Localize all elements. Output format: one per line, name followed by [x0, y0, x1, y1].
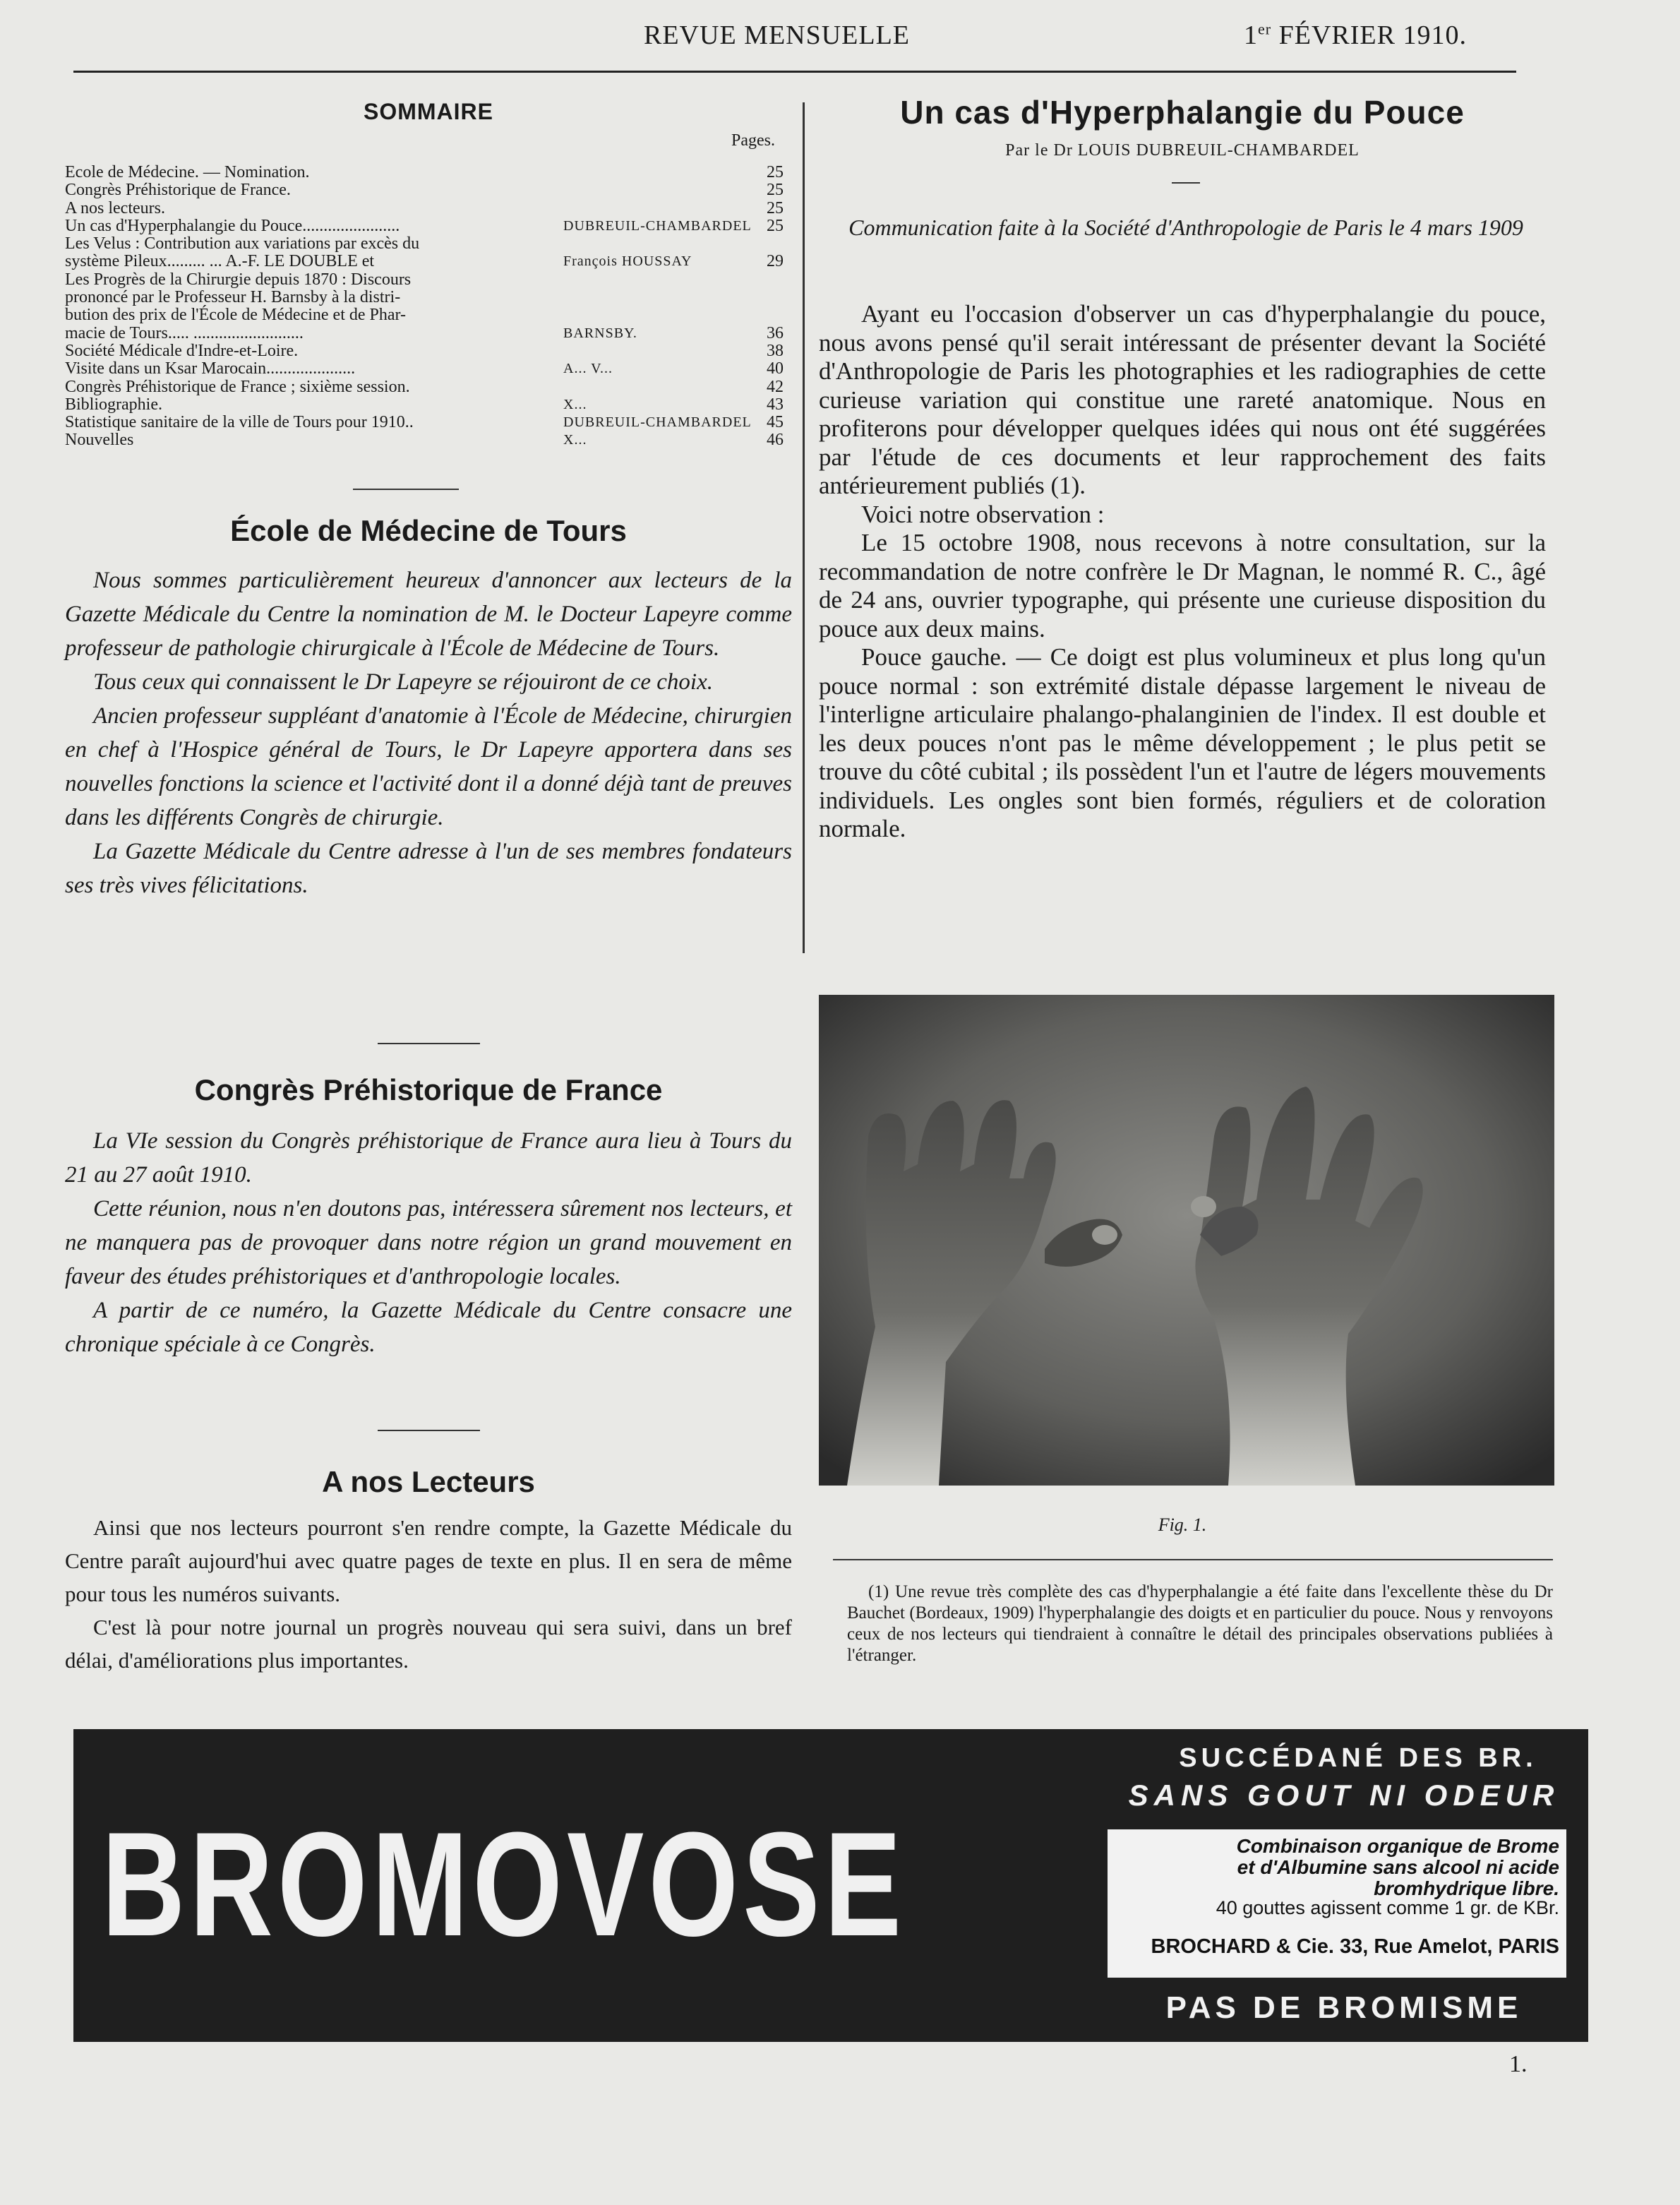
- advert-pas-de-bromisme: PAS DE BROMISME: [1165, 1990, 1523, 2025]
- advert-line-3: bromhydrique libre.: [1374, 1877, 1559, 1899]
- page-number: 1.: [1509, 2051, 1528, 2077]
- article-para-4: Pouce gauche. — Ce doigt est plus volumineux et plus long qu'un pouce normal : son extrémité distale dépasse largement le niveau de l'interligne articulaire phalango-phalanginien de l'index. Il est double et les deux pouces n'ont pas le même développement ; le plus petit se trouve du côté cubital ; ils possèdent l'un et l'autre de légers mouvements individuels. Les ongles sont bien formés, réguliers et de coloration normale.: [819, 643, 1546, 842]
- advert-address: BROCHARD & Cie. 33, Rue Amelot, PARIS: [1151, 1935, 1559, 1958]
- date-rest: FÉVRIER 1910.: [1271, 20, 1467, 50]
- article-para-1: Ayant eu l'occasion d'observer un cas d'hyperphalangie du pouce, nous avons pensé qu'il serait intéressant de présenter devant la Société d'Anthropologie de Paris les photographies et les radiographies de cette curieuse variation qui constitue une rareté anatomique. Nous en profiterons pour développer quelques idées qui nous ont été suggérées par l'étude de ces documents et leur rapprochement des faits antérieurement publiés (1).: [819, 300, 1546, 499]
- lecteurs-para-2: C'est là pour notre journal un progrès nouveau qui sera suivi, dans un bref délai, d'améliorations plus importantes.: [65, 1615, 792, 1673]
- toc-entry-page: 25: [767, 163, 784, 181]
- toc-entry-title: système Pileux......... ... A.-F. LE DOUBLE et: [65, 252, 375, 271]
- communication-note: Communication faite à la Société d'Anthropologie de Paris le 4 mars 1909: [848, 215, 1523, 240]
- toc-entry-title: Les Velus : Contribution aux variations par excès du: [65, 234, 420, 253]
- advert-dosage: 40 gouttes agissent comme 1 gr. de KBr.: [1216, 1897, 1559, 1918]
- toc-entry-title: Ecole de Médecine. — Nomination.: [65, 163, 310, 181]
- pages-label: Pages.: [731, 131, 775, 150]
- toc-entry-author: A... V...: [563, 361, 613, 377]
- congres-para-1: La VIe session du Congrès préhistorique de France aura lieu à Tours du 21 au 27 août 1910.: [65, 1128, 792, 1188]
- toc-entry-page: 36: [767, 323, 784, 342]
- article-body: [819, 300, 1546, 844]
- article-para-3: Le 15 octobre 1908, nous recevons à notre consultation, sur la recommandation de notre confrère le Dr Magnan, le nommé R. C., âgé de 24 ans, ouvrier typographe, qui présente une curieuse disposition du pouce aux deux mains.: [819, 529, 1546, 643]
- ecole-para-2: Tous ceux qui connaissent le Dr Lapeyre se réjouiront de ce choix.: [93, 669, 713, 695]
- toc-row: [65, 325, 792, 342]
- footnote: (1) Une revue très complète des cas d'hyperphalangie a été faite dans l'excellente thèse du Dr Bauchet (Bordeaux, 1909) l'hyperphalangie des doigts et en particulier du pouce. Nous y renvoyons ceux de nos lecteurs qui tiendraient à connaître le détail des principales observations publiées à l'étranger.: [847, 1582, 1553, 1665]
- toc-entry-page: 45: [767, 413, 784, 432]
- toc-row: [65, 217, 792, 235]
- toc-entry-title: Statistique sanitaire de la ville de Tours pour 1910..: [65, 413, 414, 432]
- toc-row: [65, 181, 792, 199]
- advert-line-1: Combinaison organique de Brome: [1236, 1835, 1559, 1857]
- advert-sans-gout: SANS GOUT NI ODEUR: [1128, 1779, 1560, 1812]
- lecteurs-article: [65, 1511, 792, 1677]
- table-of-contents: [65, 164, 792, 450]
- toc-entry-title: A nos lecteurs.: [65, 198, 165, 217]
- toc-row: [65, 200, 792, 217]
- toc-entry-author: DUBREUIL-CHAMBARDEL: [563, 217, 752, 234]
- bromovose-advert: [73, 1729, 1588, 2042]
- toc-entry-page: 25: [767, 216, 784, 235]
- date-sup: er: [1258, 20, 1272, 38]
- toc-entry-page: 25: [767, 181, 784, 200]
- sommaire-title: SOMMAIRE: [364, 99, 493, 124]
- advert-succedane: SUCCÉDANÉ DES BR.: [1179, 1743, 1537, 1773]
- separator: [1172, 182, 1200, 184]
- toc-row: [65, 306, 792, 324]
- toc-entry-title: Congrès Préhistorique de France.: [65, 181, 291, 200]
- separator: [353, 489, 459, 490]
- separator: [378, 1430, 480, 1431]
- ecole-para-4: La Gazette Médicale du Centre adresse à l'un de ses membres fondateurs ses très vives félicitations.: [65, 839, 792, 898]
- ecole-para-3: Ancien professeur suppléant d'anatomie à l'École de Médecine, chirurgien en chef à l'Hospice général de Tours, le Dr Lapeyre apportera dans ses nouvelles fonctions la science et l'activité dont il a donné déjà tant de preuves dans les différents Congrès de chirurgie.: [65, 703, 792, 830]
- toc-entry-author: François HOUSSAY: [563, 253, 692, 270]
- toc-entry-title: Les Progrès de la Chirurgie depuis 1870 : Discours: [65, 270, 412, 289]
- toc-entry-title: Congrès Préhistorique de France ; sixième session.: [65, 377, 410, 396]
- hands-illustration: [819, 995, 1554, 1486]
- congres-para-2: Cette réunion, nous n'en doutons pas, intéressera sûrement nos lecteurs, et ne manquera pas de provoquer dans notre région un grand mouvement en faveur des études préhistoriques et d'anthropologie locales.: [65, 1196, 792, 1289]
- toc-row: [65, 414, 792, 431]
- toc-row: [65, 164, 792, 181]
- figure-caption: Fig. 1.: [1158, 1514, 1207, 1535]
- toc-entry-author: X...: [563, 396, 587, 412]
- toc-row: [65, 360, 792, 378]
- lecteurs-title: A nos Lecteurs: [322, 1465, 535, 1498]
- toc-entry-title: Visite dans un Ksar Marocain.....................: [65, 359, 356, 378]
- toc-entry-title: bution des prix de l'École de Médecine et de Phar-: [65, 306, 407, 325]
- ecole-para-1: Nous sommes particulièrement heureux d'annoncer aux lecteurs de la Gazette Médicale du Centre la nomination de M. le Docteur Lapeyre comme professeur de pathologie chirurgicale à l'École de Médecine de Tours.: [65, 568, 792, 661]
- journal-header-title: REVUE MENSUELLE: [644, 20, 911, 50]
- toc-entry-title: Nouvelles: [65, 431, 134, 450]
- congres-article: [65, 1124, 792, 1361]
- toc-entry-title: macie de Tours..... ..........................: [65, 323, 304, 342]
- toc-entry-page: 29: [767, 252, 784, 271]
- toc-row: [65, 235, 792, 253]
- issue-date: [1244, 20, 1467, 51]
- column-rule: [803, 102, 805, 953]
- toc-entry-page: 43: [767, 395, 784, 414]
- toc-row: [65, 289, 792, 306]
- advert-info-box: [1108, 1829, 1566, 1978]
- toc-entry-title: Bibliographie.: [65, 395, 162, 414]
- toc-row: [65, 431, 792, 449]
- toc-entry-page: 46: [767, 431, 784, 450]
- toc-entry-page: 25: [767, 198, 784, 217]
- toc-entry-author: X...: [563, 432, 587, 448]
- ecole-title: École de Médecine de Tours: [230, 514, 627, 547]
- ecole-article: [65, 563, 792, 902]
- toc-entry-page: 42: [767, 377, 784, 396]
- toc-row: [65, 253, 792, 270]
- hands-photograph: [819, 995, 1554, 1486]
- toc-entry-title: Un cas d'Hyperphalangie du Pouce.......................: [65, 216, 400, 235]
- toc-entry-title: Société Médicale d'Indre-et-Loire.: [65, 341, 299, 360]
- toc-row: [65, 378, 792, 396]
- toc-row: [65, 342, 792, 360]
- toc-entry-author: BARNSBY.: [563, 325, 637, 341]
- toc-entry-author: DUBREUIL-CHAMBARDEL: [563, 414, 752, 431]
- lecteurs-para-1: Ainsi que nos lecteurs pourront s'en rendre compte, la Gazette Médicale du Centre paraît aujourd'hui avec quatre pages de texte en plus. Il en sera de même pour tous les numéros suivants.: [65, 1515, 792, 1606]
- separator: [378, 1043, 480, 1044]
- footnote-rule: [833, 1559, 1553, 1560]
- toc-entry-title: prononcé par le Professeur H. Barnsby à la distri-: [65, 288, 401, 307]
- header-rule: [73, 71, 1516, 73]
- advert-brand: BROMOVOSE: [102, 1801, 906, 1967]
- advert-line-2: et d'Albumine sans alcool ni acide: [1237, 1856, 1559, 1878]
- toc-row: [65, 396, 792, 414]
- article-title: Un cas d'Hyperphalangie du Pouce: [900, 94, 1465, 131]
- congres-title: Congrès Préhistorique de France: [194, 1073, 663, 1106]
- toc-entry-page: 38: [767, 341, 784, 360]
- toc-row: [65, 271, 792, 289]
- article-byline: Par le Dr LOUIS DUBREUIL-CHAMBARDEL: [1005, 141, 1360, 160]
- congres-para-3: A partir de ce numéro, la Gazette Médicale du Centre consacre une chronique spéciale à ce Congrès.: [65, 1298, 792, 1357]
- toc-entry-page: 40: [767, 359, 784, 378]
- date-day: 1: [1244, 20, 1258, 50]
- article-para-2: Voici notre observation :: [861, 500, 1105, 528]
